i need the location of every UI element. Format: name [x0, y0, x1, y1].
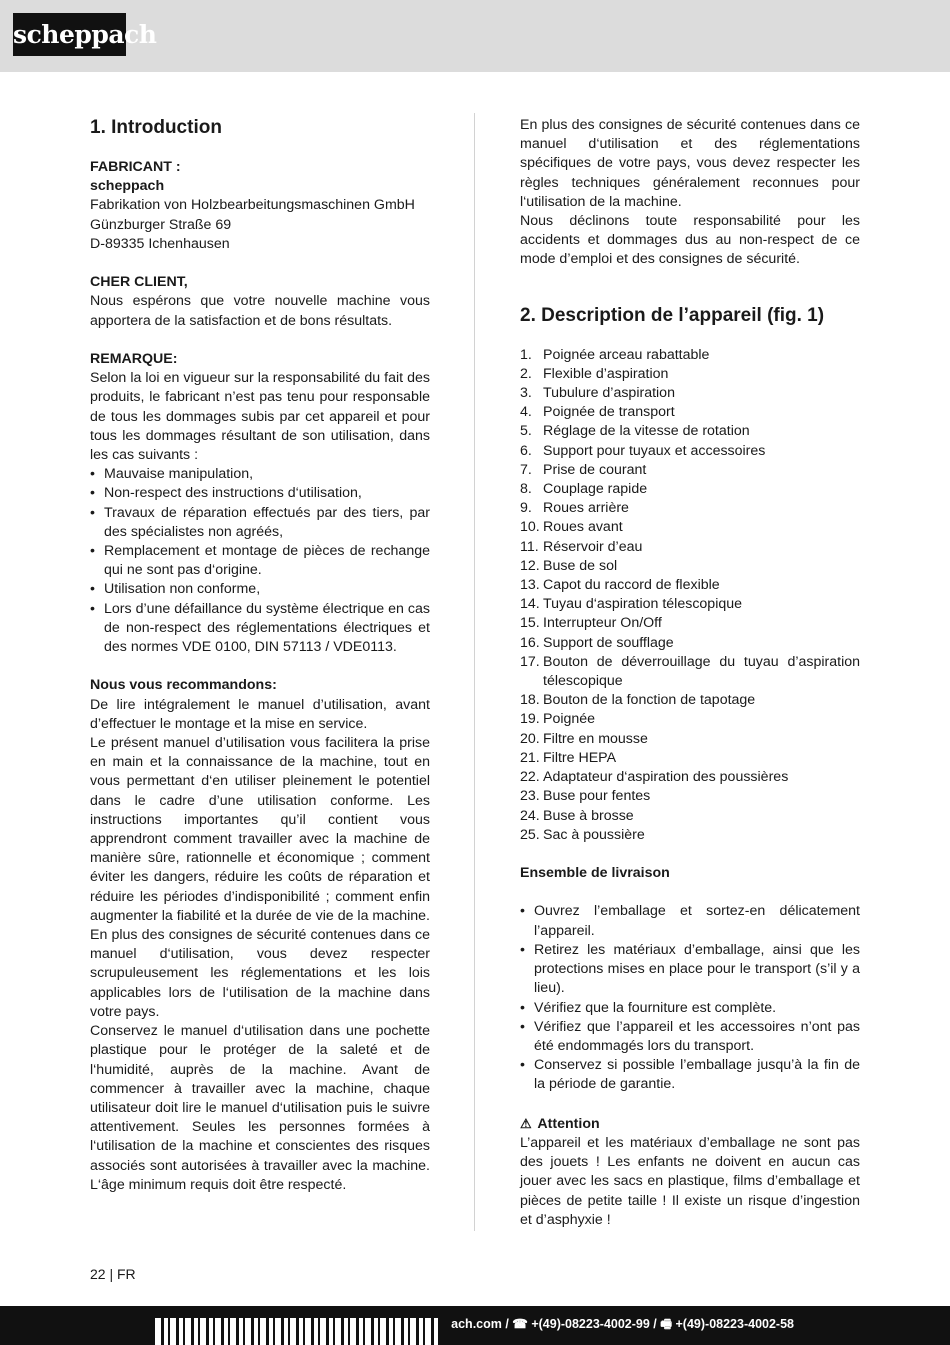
recommandons-label: Nous vous recommandons: [90, 677, 277, 694]
list-item [520, 614, 860, 633]
attention-text: L’appareil et les matériaux d’emballage ne sont pas des jouets ! Les enfants ne doivent en aucun cas jouer avec les sacs en plastique, films d’emballage et pièces de petite taille ! Il existe un risque d’ingestion et d’asphyxie ! [520, 1134, 860, 1228]
list-item: • Ouvrez l’emballage et sortez-en délicatement l’appareil. [520, 902, 860, 940]
fabricant-street: Günzburger Straße 69 [90, 216, 232, 233]
item-text: Poignée [543, 711, 596, 728]
item-text: Adaptateur d‘aspiration des poussières [543, 769, 789, 786]
list-item [520, 826, 860, 845]
fabricant-company: Fabrikation von Holzbearbeitungsmaschinen GmbH [90, 197, 415, 214]
item-number: 17. [520, 653, 540, 670]
list-item: • Utilisation non conforme, [90, 580, 430, 599]
livraison-label: Ensemble de livraison [520, 865, 670, 882]
warning-icon: ⚠ [520, 1115, 532, 1131]
item-number: 2. [520, 365, 532, 382]
item-text: Buse à brosse [543, 807, 634, 824]
list-item [520, 346, 860, 365]
item-number: 24. [520, 807, 540, 824]
item-number: 16. [520, 634, 540, 651]
remarque-list [90, 465, 430, 657]
item-number: 4. [520, 404, 532, 421]
page-number: 22 | FR [90, 1266, 136, 1282]
list-item: • Lors d’une défaillance du système électrique en cas de non-respect des réglementations électriques et des normes VDE 0100, DIN 57113 / VDE0113. [90, 600, 430, 658]
list-item: • Vérifiez que l’appareil et les accessoires n’ont pas été endommagés lors du transport. [520, 1018, 860, 1056]
list-item [520, 595, 860, 614]
item-number: 5. [520, 423, 532, 440]
item-number: 22. [520, 769, 540, 786]
fabricant-label: FABRICANT : [90, 159, 181, 175]
list-item [520, 691, 860, 710]
item-text: Flexible d’aspiration [543, 365, 669, 382]
list-item: • Remplacement et montage de pièces de rechange qui ne sont pas d‘origine. [90, 542, 430, 580]
item-text: Roues arrière [543, 500, 629, 517]
list-item [520, 576, 860, 595]
header-bar [0, 0, 950, 72]
list-item [520, 653, 860, 691]
list-item [520, 461, 860, 480]
item-text: Tubulure d’aspiration [543, 385, 675, 402]
item-text: Sac à poussière [543, 826, 645, 843]
item-number: 20. [520, 730, 540, 747]
list-item [520, 384, 860, 403]
item-number: 18. [520, 692, 540, 709]
item-text: Tuyau d‘aspiration télescopique [543, 596, 743, 613]
item-text: Support pour tuyaux et accessoires [543, 442, 766, 459]
fabricant-city: D-89335 Ichenhausen [90, 235, 230, 252]
item-number: 13. [520, 577, 540, 594]
item-number: 11. [520, 538, 539, 555]
recommandons-paragraph-2: Le présent manuel d’utilisation vous facilitera la prise en main et la connaissance de la machine, tout en vous permettant d‘en utiliser pleinement le potentiel dans le cadre d’une utilisation conforme. Les instructions importantes qu’il contient vous apprendront comment travailler avec la machine de manière sûre, rationnelle et économique ; comment éviter les dangers, réduire les coûts de réparation et réduire les périodes d’indisponibilité ; comment enfin augmenter la fiabilité et la durée de vie de la machine. En plus des consignes de sécurité contenues dans ce manuel d‘utilisation, vous devez respecter scrupuleusement les réglementations et les lois applicables lors de l‘utilisation de la machine dans votre pays. [90, 735, 430, 1020]
left-column [90, 116, 430, 1195]
item-text: Capot du raccord de flexible [543, 577, 720, 594]
list-item [520, 422, 860, 441]
contact-info: ach.com / ☎ +(49)-08223-4002-99 / 🖷 +(49)-08223-4002-58 [451, 1317, 794, 1331]
right-column [520, 116, 860, 1230]
safety-paragraph-1: En plus des consignes de sécurité contenues dans ce manuel d‘utilisation et des réglementations spécifiques de votre pays, vous devez respecter les règles techniques généralement reconnues pour l‘utilisation de la machine. [520, 117, 860, 210]
item-number: 19. [520, 711, 540, 728]
remarque-label: REMARQUE: [90, 351, 178, 367]
attention-label: Attention [537, 1115, 600, 1132]
list-item [520, 710, 860, 729]
cher-client-label: CHER CLIENT, [90, 274, 188, 291]
item-number: 10. [520, 519, 540, 536]
list-item [520, 499, 860, 518]
list-item [520, 365, 860, 384]
list-item: • Vérifiez que la fourniture est complète. [520, 999, 860, 1018]
list-item: • Mauvaise manipulation, [90, 465, 430, 484]
list-item: • Retirez les matériaux d’emballage, ainsi que les protections mises en place pour le transport (s’il y a lieu). [520, 941, 860, 999]
recommandons-paragraph-1: De lire intégralement le manuel d’utilisation, avant d’effectuer le montage et la mise en service. [90, 696, 430, 732]
item-text: Interrupteur On/Off [543, 615, 662, 632]
item-text: Poignée de transport [543, 404, 675, 421]
safety-paragraph-2: Nous déclinons toute responsabilité pour les accidents et dommages dus au non-respect de ce mode d’emploi et des consignes de sécurité. [520, 213, 860, 268]
item-number: 3. [520, 385, 532, 402]
list-item: • Travaux de réparation effectués par des tiers, par des spécialistes non agréés, [90, 504, 430, 542]
item-text: Filtre HEPA [543, 749, 617, 766]
list-item: • Conservez si possible l’emballage jusqu’à la fin de la période de garantie. [520, 1056, 860, 1094]
item-number: 23. [520, 788, 540, 805]
item-number: 8. [520, 481, 532, 498]
item-text: Réglage de la vitesse de rotation [543, 423, 750, 440]
list-item [520, 538, 860, 557]
item-text: Buse pour fentes [543, 788, 651, 805]
list-item [520, 403, 860, 422]
list-item [520, 787, 860, 806]
item-number: 1. [520, 346, 532, 363]
cher-client-text: Nous espérons que votre nouvelle machine vous apportera de la satisfaction et de bons résultats. [90, 293, 430, 329]
remarque-text: Selon la loi en vigueur sur la responsabilité du fait des produits, le fabricant n’est pas tenu pour responsable de tous les dommages subis par cet appareil et pour tous les dommages résultant de son utilisation, dans les cas suivants : [90, 370, 430, 464]
item-number: 6. [520, 442, 532, 459]
item-number: 9. [520, 500, 532, 517]
item-number: 15. [520, 615, 540, 632]
list-item [520, 634, 860, 653]
parts-list [520, 346, 860, 845]
item-text: Buse de sol [543, 557, 618, 574]
recommandons-paragraph-3: Conservez le manuel d‘utilisation dans une pochette plastique pour le protéger de la saleté et de l‘humidité, auprès de la machine. Avant de commencer à travailler avec la machine, chaque utilisateur doit lire le manuel d‘utilisation puis le suivre attentivement. Seules les personnes formées à l‘utilisation de la machine et conscientes des risques associés sont autorisées à travailler avec la machine. L‘âge minimum requis doit être respecté. [90, 1023, 430, 1193]
brand-logo: scheppach [13, 13, 126, 56]
item-text: Réservoir d’eau [543, 538, 643, 555]
fabricant-name: scheppach [90, 178, 165, 195]
list-item [520, 518, 860, 537]
item-number: 14. [520, 596, 540, 613]
attention-heading [520, 1114, 860, 1134]
item-number: 7. [520, 461, 532, 478]
list-item: • Non-respect des instructions d‘utilisation, [90, 484, 430, 503]
list-item [520, 557, 860, 576]
list-item [520, 807, 860, 826]
column-divider [474, 113, 475, 1231]
item-text: Prise de courant [543, 461, 647, 478]
section-title-description: 2. Description de l’appareil (fig. 1) [520, 304, 825, 326]
item-text: Filtre en mousse [543, 730, 648, 747]
item-number: 25. [520, 826, 540, 843]
item-number: 21. [520, 749, 540, 766]
redacted-contact [155, 1318, 440, 1345]
item-text: Support de soufflage [543, 634, 674, 651]
livraison-list [520, 902, 860, 1094]
item-text: Bouton de la fonction de tapotage [543, 692, 756, 709]
item-number: 12. [520, 557, 540, 574]
item-text: Bouton de déverrouillage du tuyau d’aspiration télescopique [543, 653, 860, 690]
item-text: Roues avant [543, 519, 623, 536]
list-item [520, 749, 860, 768]
list-item [520, 480, 860, 499]
section-title-introduction: 1. Introduction [90, 117, 222, 138]
list-item [520, 730, 860, 749]
list-item [520, 768, 860, 787]
list-item [520, 442, 860, 461]
item-text: Poignée arceau rabattable [543, 346, 710, 363]
item-text: Couplage rapide [543, 481, 648, 498]
